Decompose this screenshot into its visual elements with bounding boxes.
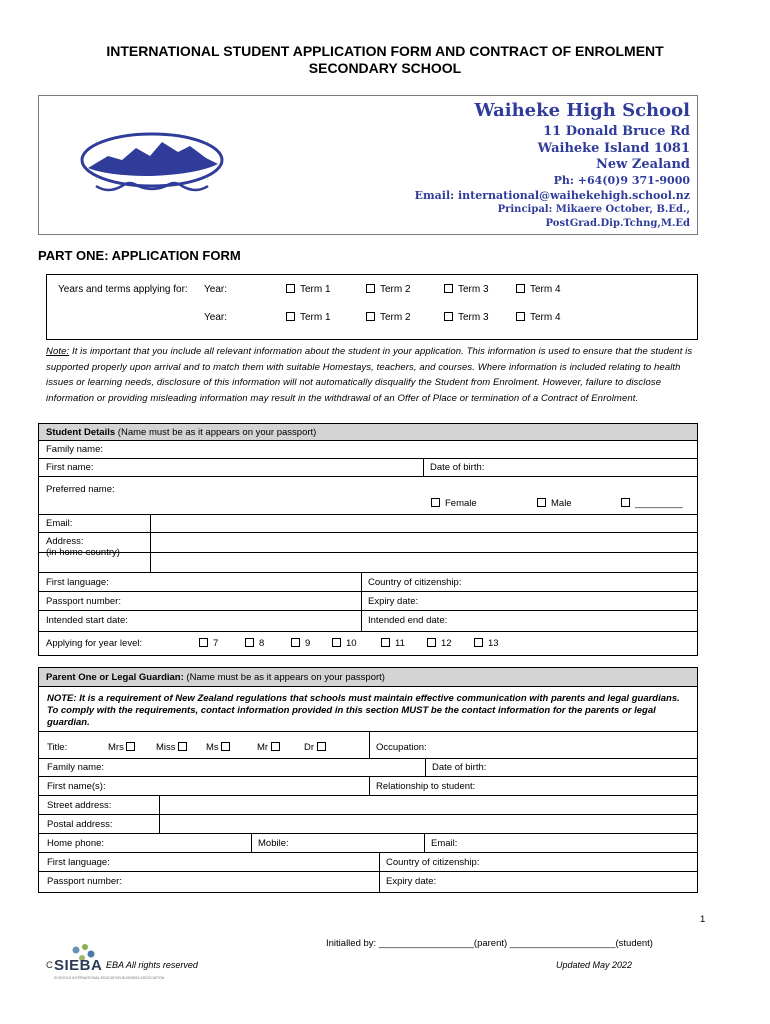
checkbox-icon[interactable] bbox=[271, 742, 280, 751]
school-phone: Ph: +64(0)9 371-9000 bbox=[553, 174, 690, 187]
term-1-row1-checkbox[interactable]: Term 1 bbox=[286, 284, 331, 295]
parent-regulation-note: NOTE: It is a requirement of New Zealand regulations that schools must maintain effective communication with parents and legal guardians. To comply with the requirements, contact information provided in this section MUST be the contact information for the parents or legal guardian. bbox=[47, 693, 680, 728]
years-terms-label: Years and terms applying for: bbox=[58, 284, 188, 295]
parent-note-row bbox=[39, 687, 697, 732]
checkbox-icon[interactable] bbox=[199, 638, 208, 647]
checkbox-icon[interactable] bbox=[444, 312, 453, 321]
checkbox-icon[interactable] bbox=[178, 742, 187, 751]
parent-street-address-row[interactable]: Street address: bbox=[39, 796, 697, 815]
checkbox-icon[interactable] bbox=[381, 638, 390, 647]
student-details-heading: Student Details (Name must be as it appears on your passport) bbox=[39, 424, 697, 441]
sieba-logo-subtitle: SCHOOLS INTERNATIONAL EDUCATION BUSINESS ASSOCIATION bbox=[54, 976, 165, 980]
year-level-11-checkbox[interactable]: 11 bbox=[381, 638, 405, 649]
checkbox-icon[interactable] bbox=[332, 638, 341, 647]
checkbox-icon[interactable] bbox=[427, 638, 436, 647]
male-checkbox[interactable]: Male bbox=[537, 498, 572, 509]
checkbox-icon[interactable] bbox=[444, 284, 453, 293]
title-mr-checkbox[interactable]: Mr bbox=[257, 742, 285, 753]
student-preferred-name-row[interactable]: Preferred name: Female Male _________ bbox=[39, 477, 697, 515]
term-2-row1-checkbox[interactable]: Term 2 bbox=[366, 284, 411, 295]
parent-family-name-row[interactable]: Family name: Date of birth: bbox=[39, 759, 697, 777]
school-logo-icon bbox=[78, 130, 226, 200]
updated-date: Updated May 2022 bbox=[556, 960, 633, 970]
year-level-10-checkbox[interactable]: 10 bbox=[332, 638, 357, 649]
checkbox-icon[interactable] bbox=[516, 312, 525, 321]
term-3-row1-checkbox[interactable]: Term 3 bbox=[444, 284, 489, 295]
year-level-8-checkbox[interactable]: 8 bbox=[245, 638, 264, 649]
checkbox-icon[interactable] bbox=[317, 742, 326, 751]
student-family-name-row[interactable]: Family name: bbox=[39, 441, 697, 459]
student-details-section bbox=[38, 423, 698, 656]
page-number: 1 bbox=[700, 914, 706, 925]
parent-title-row[interactable]: Title: Mrs Miss Ms Mr Dr Occupation: bbox=[39, 732, 697, 759]
checkbox-icon[interactable] bbox=[474, 638, 483, 647]
student-year-level-row: Applying for year level: 7 8 9 10 11 12 13 bbox=[46, 638, 499, 649]
parent-postal-address-row[interactable]: Postal address: bbox=[39, 815, 697, 834]
year-label-1: Year: bbox=[204, 284, 227, 295]
checkbox-icon[interactable] bbox=[431, 498, 440, 507]
student-first-name-row[interactable]: First name: Date of birth: bbox=[39, 459, 697, 477]
checkbox-icon[interactable] bbox=[366, 284, 375, 293]
checkbox-icon[interactable] bbox=[291, 638, 300, 647]
school-principal-line2: PostGrad.Dip.Tchng,M.Ed bbox=[545, 218, 690, 229]
rights-reserved: EBA All rights reserved bbox=[106, 960, 198, 970]
term-4-row1-checkbox[interactable]: Term 4 bbox=[516, 284, 561, 295]
term-2-row2-checkbox[interactable]: Term 2 bbox=[366, 312, 411, 323]
school-country: New Zealand bbox=[596, 157, 690, 172]
title-dr-checkbox[interactable]: Dr bbox=[304, 742, 331, 753]
title-mrs-checkbox[interactable]: Mrs bbox=[108, 742, 140, 753]
parent-contact-row[interactable]: Home phone: Mobile: Email: bbox=[39, 834, 697, 853]
student-address-row-1[interactable]: Address: bbox=[39, 533, 697, 553]
parent-first-language-row[interactable]: First language: Country of citizenship: bbox=[39, 853, 697, 872]
school-address-line1: 11 Donald Bruce Rd bbox=[543, 124, 690, 139]
other-gender-checkbox[interactable]: _________ bbox=[621, 498, 683, 509]
checkbox-icon[interactable] bbox=[537, 498, 546, 507]
student-first-language-row[interactable]: First language: Country of citizenship: bbox=[39, 573, 697, 592]
school-address-line2: Waiheke Island 1081 bbox=[537, 141, 690, 156]
parent-passport-row[interactable]: Passport number: Expiry date: bbox=[39, 872, 697, 892]
year-level-7-checkbox[interactable]: 7 bbox=[199, 638, 218, 649]
student-passport-row[interactable]: Passport number: Expiry date: bbox=[39, 592, 697, 611]
sieba-logo-text: SIEBA bbox=[54, 957, 103, 974]
checkbox-icon[interactable] bbox=[126, 742, 135, 751]
form-title-line1: INTERNATIONAL STUDENT APPLICATION FORM AND CONTRACT OF ENROLMENT bbox=[106, 43, 664, 59]
checkbox-icon[interactable] bbox=[286, 284, 295, 293]
parent-first-names-row[interactable]: First name(s): Relationship to student: bbox=[39, 777, 697, 796]
part-one-heading: PART ONE: APPLICATION FORM bbox=[38, 248, 241, 263]
year-label-2: Year: bbox=[204, 312, 227, 323]
checkbox-icon[interactable] bbox=[245, 638, 254, 647]
student-dates-row[interactable]: Intended start date: Intended end date: bbox=[39, 611, 697, 632]
term-3-row2-checkbox[interactable]: Term 3 bbox=[444, 312, 489, 323]
title-miss-checkbox[interactable]: Miss bbox=[156, 742, 192, 753]
school-name: Waiheke High School bbox=[474, 100, 690, 121]
checkbox-icon[interactable] bbox=[286, 312, 295, 321]
checkbox-icon[interactable] bbox=[366, 312, 375, 321]
checkbox-icon[interactable] bbox=[621, 498, 630, 507]
female-checkbox[interactable]: Female bbox=[431, 498, 477, 509]
title-ms-checkbox[interactable]: Ms bbox=[206, 742, 235, 753]
term-1-row2-checkbox[interactable]: Term 1 bbox=[286, 312, 331, 323]
student-address-row-2[interactable]: (in home country) bbox=[39, 553, 697, 573]
checkbox-icon[interactable] bbox=[516, 284, 525, 293]
school-principal-line1: Principal: Mikaere October, B.Ed., bbox=[497, 204, 690, 215]
copyright-symbol: C bbox=[46, 960, 53, 971]
term-4-row2-checkbox[interactable]: Term 4 bbox=[516, 312, 561, 323]
form-title-line2: SECONDARY SCHOOL bbox=[308, 60, 462, 76]
checkbox-icon[interactable] bbox=[221, 742, 230, 751]
initialled-by-line: Initialled by: __________________(parent) ____________________(student) bbox=[326, 938, 653, 949]
student-email-row[interactable]: Email: bbox=[39, 515, 697, 533]
year-level-9-checkbox[interactable]: 9 bbox=[291, 638, 310, 649]
parent-details-heading: Parent One or Legal Guardian: (Name must be as it appears on your passport) bbox=[39, 668, 697, 687]
year-level-13-checkbox[interactable]: 13 bbox=[474, 638, 499, 649]
application-note: Note: It is important that you include all relevant information about the student in your application. This information is used to ensure that the student is supported properly upon arrival and to match them with suitable Homestays, teachers, and courses. Where information is included relating to health issues or learning needs, disclosure of this information will not automatically disqualify the Student from Enrolment. However, failure to disclose information or providing misleading information may result in the withdrawal of an Offer of Place or termination of a Contract of Enrolment. bbox=[46, 346, 693, 404]
school-email[interactable]: Email: international@waihekehigh.school.nz bbox=[414, 189, 690, 202]
year-level-12-checkbox[interactable]: 12 bbox=[427, 638, 452, 649]
parent-details-section bbox=[38, 667, 698, 893]
